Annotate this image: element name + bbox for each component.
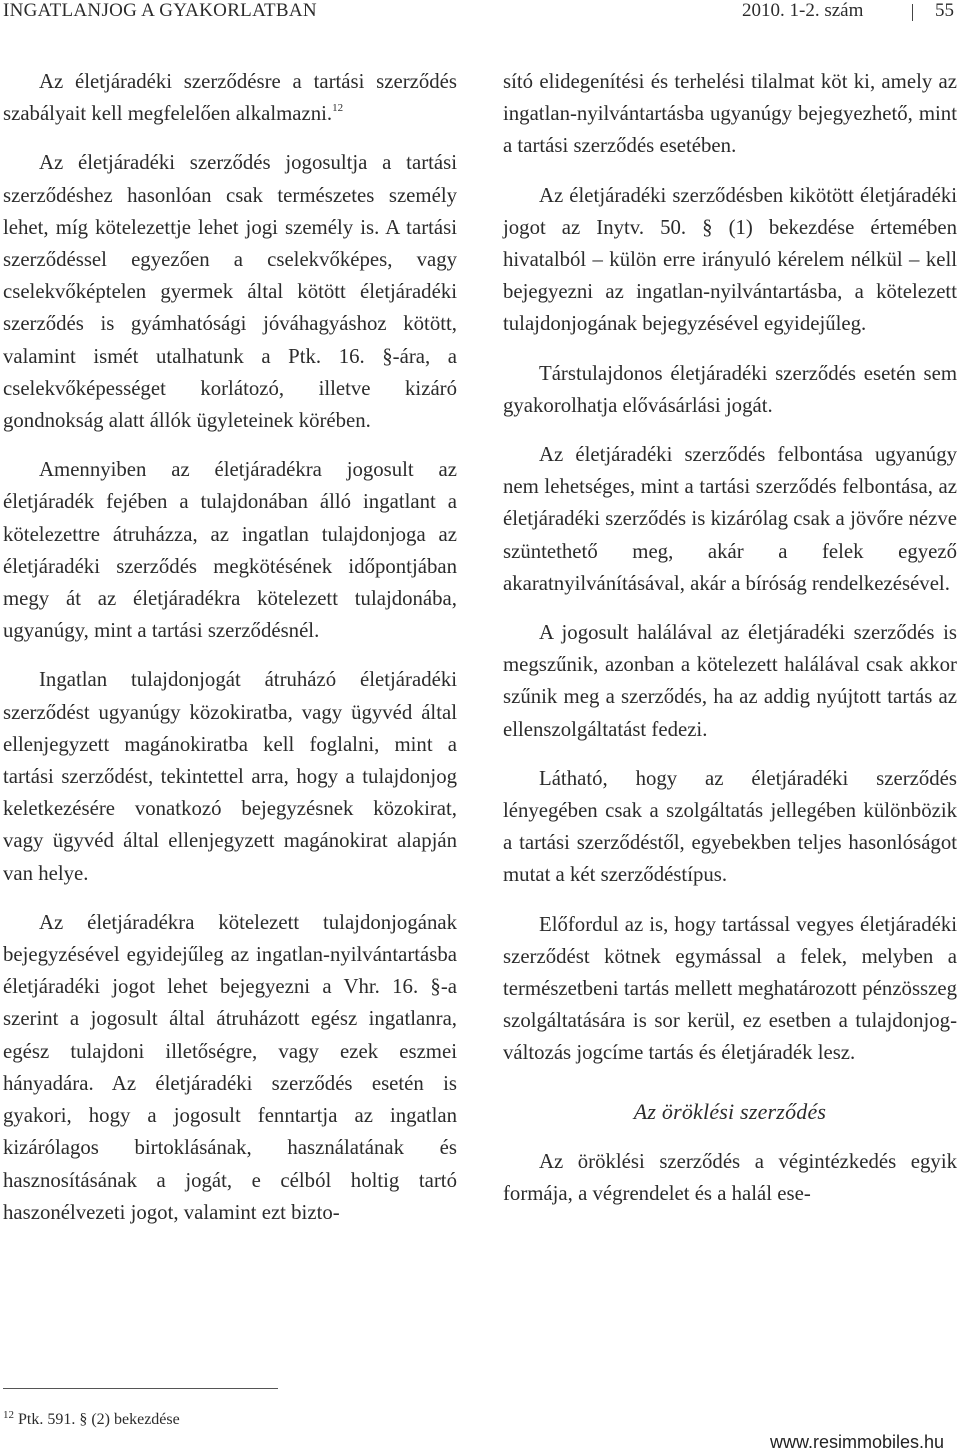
- footnote-reference[interactable]: 12: [332, 102, 344, 115]
- page-number: 55: [935, 0, 954, 21]
- paragraph: Amennyiben az életjáradékra jogosult az életjáradék fejében a tulajdonában álló ingatlant a kötelezettre átruházza, az ingatlan tulajdonjoga az életjáradéki szerződés megkötésének időpontjában megy át az életjáradékra kötelezett tulajdonába, ugyanúgy, mint a tartási szerződésnél.: [3, 458, 457, 643]
- paragraph: Az életjáradéki szerződés felbontása ugyanúgy nem lehetséges, mint a tartási szerződés felbontása, az életjáradéki szerződés is kizárólag csak a jövőre nézve szüntethető meg, akár a felek egyező akaratnyilvánításával, akár a bíróság rendelkezésével.: [503, 443, 957, 595]
- header-separator: [912, 4, 913, 21]
- footnote-text: Ptk. 591. § (2) bekezdése: [18, 1411, 180, 1428]
- paragraph: Előfordul az is, hogy tartással vegyes életjáradéki szerződést kötnek egymással a felek, melyben a természetbeni tartás mellett meghatározott pénzösszeg szolgáltatására is sor kerül, ez esetben a tulajdonjog-változás jogcíme tartás és életjáradék lesz.: [503, 912, 957, 1065]
- paragraph-text: Az életjáradéki szerződésre a tartási szerződés szabályait kell megfelelően alkalmazni.: [3, 70, 457, 126]
- paragraph: Az öröklési szerződés a végintézkedés egyik formája, a végrendelet és a halál ese-: [503, 1149, 957, 1206]
- left-column: [3, 66, 457, 1246]
- footnote-number: 12: [3, 1409, 14, 1421]
- paragraph: [3, 66, 457, 130]
- paragraph: Az életjáradéki szerződés jogosultja a tartási szerződéshez hasonlóan csak természetes személy lehet, míg kötelezettje lehet jogi személy is. A tartási szerződéssel egyezően a cselekvőképes, vagy cselekvőképtelen gyermek által kötött életjáradéki szerződés is gyámhatósági jóváhagyáshoz kötött, valamint ismét utalhatunk a Ptk. 16. §-ára, a cselekvőképességet korlátozó, illetve kizáró gondnokság alatt állók ügyleteinek körében.: [3, 151, 457, 433]
- paragraph: Társtulajdonos életjáradéki szerződés esetén sem gyakorolhatja elővásárlási jogát.: [503, 361, 957, 417]
- paragraph: sító elidegenítési és terhelési tilalmat köt ki, amely az ingatlan-nyilvántartásba ugyanúgy bejegyezhető, mint a tartási szerződés esetében.: [503, 70, 957, 158]
- page-header: [0, 0, 960, 30]
- issue-label: 2010. 1-2. szám: [742, 0, 864, 21]
- right-column: [503, 66, 957, 1227]
- paragraph: A jogosult halálával az életjáradéki szerződés is megszűnik, azonban a kötelezett halálával csak akkor szűnik meg a szerződés, ha az addig nyújtott tartás az ellenszolgáltatást fedezi.: [503, 621, 957, 741]
- paragraph: Látható, hogy az életjáradéki szerződés lényegében csak a szolgáltatás jellegében különbözik a tartási szerződéstől, egyebekben teljes hasonlóságot mutat a két szerződéstípus.: [503, 766, 957, 887]
- footnote: [3, 1405, 180, 1430]
- section-heading: Az öröklési szerződés: [633, 1098, 827, 1124]
- paragraph: Ingatlan tulajdonjogát átruházó életjáradéki szerződést ugyanúgy közokiratba, vagy ügyvéd által ellenjegyzett magánokiratba kell foglalni, mint a tartási szerződést, tekintettel arra, hogy a tulajdonjog keletkezésére vonatkozó bejegyzésnek közokirat, vagy ügyvéd által ellenjegyzett magánokirat alapján van helye.: [3, 668, 457, 885]
- paragraph: Az életjáradékra kötelezett tulajdonjogának bejegyzésével egyidejűleg az ingatlan-nyilvántartásba életjáradéki jogot lehet bejegyezni a Vhr. 16. §-a szerint a jogosult által átruházott egész ingatlanra, egész tulajdoni illetőségre, vagy ezek eszmei hányadára. Az életjáradéki szerződés esetén is gyakori, hogy a jogosult fenntartja az ingatlan kizárólagos birtoklásának, használatának és hasznosításának a jogát, e célból holtig tartó haszonélvezeti jogot, valamint ezt bizto-: [3, 910, 457, 1224]
- footnote-divider: [3, 1388, 278, 1389]
- journal-title: INGATLANJOG A GYAKORLATBAN: [3, 0, 317, 21]
- watermark: www.resimmobiles.hu: [770, 1432, 945, 1452]
- paragraph: Az életjáradéki szerződésben kikötött életjáradéki jogot az Inytv. 50. § (1) bekezdése értemében hivatalból – külön erre irányuló kérelem nélkül – kell bejegyezni az ingatlan-nyilvántartásba, a kötelezett tulajdonjogának bejegyzésével egyidejűleg.: [503, 183, 957, 336]
